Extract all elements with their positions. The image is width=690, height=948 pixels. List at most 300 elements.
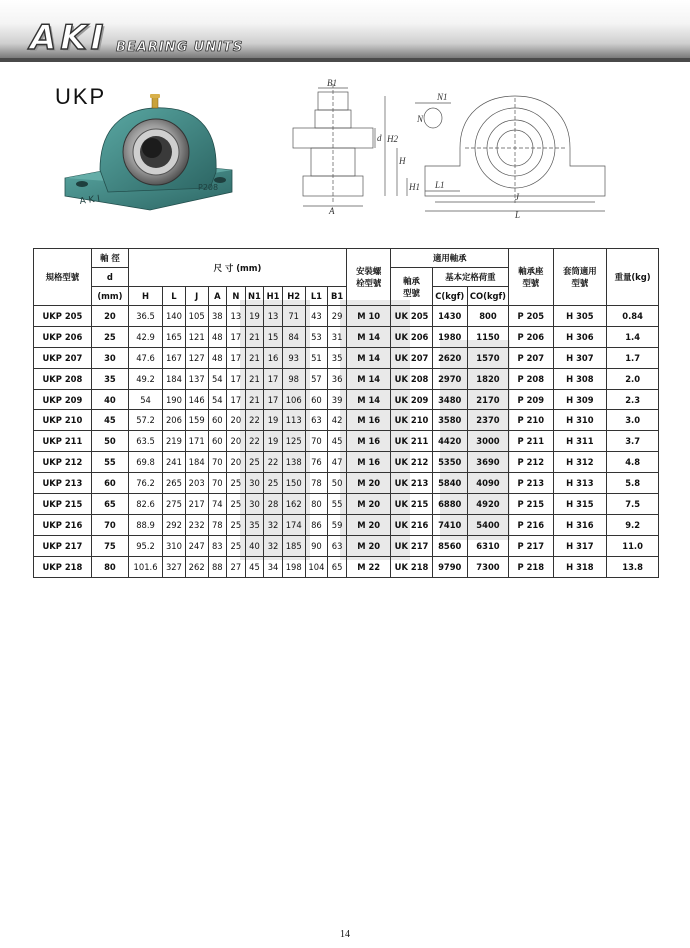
cell-h2: 174 xyxy=(282,514,305,535)
cell-load-c: 8560 xyxy=(432,535,467,556)
col-dims: 尺 寸 (mm) xyxy=(129,249,347,287)
cell-n: 17 xyxy=(227,389,246,410)
cell-h2: 198 xyxy=(282,556,305,577)
cell-bearing-model: UK 205 xyxy=(391,306,432,327)
cell-weight: 1.7 xyxy=(607,347,659,368)
cell-shaft-d: 65 xyxy=(91,494,128,515)
cell-h1: 19 xyxy=(264,431,283,452)
cell-load-co: 5400 xyxy=(467,514,508,535)
cell-n1: 30 xyxy=(245,473,264,494)
cell-h1: 32 xyxy=(264,514,283,535)
col-shaft: 軸 徑 xyxy=(91,249,128,268)
cell-bolt: M 14 xyxy=(346,368,390,389)
cell-weight: 3.7 xyxy=(607,431,659,452)
cell-l: 310 xyxy=(163,535,186,556)
col-housing xyxy=(509,249,553,306)
cell-housing: P 205 xyxy=(509,306,553,327)
label-n: N xyxy=(417,114,424,124)
col-load: 基本定格荷重 xyxy=(432,268,508,287)
cell-j: 171 xyxy=(185,431,208,452)
col-dim-h: H xyxy=(129,287,163,306)
cell-sleeve: H 313 xyxy=(553,473,607,494)
cell-b1: 36 xyxy=(328,368,347,389)
cell-load-co: 4920 xyxy=(467,494,508,515)
cell-h2: 150 xyxy=(282,473,305,494)
cell-j: 159 xyxy=(185,410,208,431)
col-bolt-line1: 安裝螺 xyxy=(356,266,382,276)
cell-n1: 21 xyxy=(245,347,264,368)
cell-n1: 40 xyxy=(245,535,264,556)
cell-shaft-d: 25 xyxy=(91,326,128,347)
table-row xyxy=(34,347,659,368)
cell-bolt: M 16 xyxy=(346,410,390,431)
cell-h1: 17 xyxy=(264,389,283,410)
cell-sleeve: H 315 xyxy=(553,494,607,515)
page-number: 14 xyxy=(340,929,350,940)
col-bearing-model-line2: 型號 xyxy=(403,287,420,298)
cell-housing: P 209 xyxy=(509,389,553,410)
table-row xyxy=(34,306,659,327)
cell-bearing-model: UK 213 xyxy=(391,473,432,494)
cell-h1: 28 xyxy=(264,494,283,515)
col-sleeve-line1: 套筒適用 xyxy=(563,266,597,276)
cell-l: 275 xyxy=(163,494,186,515)
table-row xyxy=(34,556,659,577)
col-weight: 重量(kg) xyxy=(607,249,659,306)
cell-n: 17 xyxy=(227,347,246,368)
cell-sleeve: H 305 xyxy=(553,306,607,327)
col-housing-line2: 型號 xyxy=(522,278,540,288)
cell-load-c: 3480 xyxy=(432,389,467,410)
cell-sleeve: H 306 xyxy=(553,326,607,347)
cell-h: 57.2 xyxy=(129,410,163,431)
cell-bearing-model: UK 210 xyxy=(391,410,432,431)
cell-h2: 93 xyxy=(282,347,305,368)
cell-b1: 47 xyxy=(328,452,347,473)
col-bearing: 適用軸承 xyxy=(391,249,509,268)
cell-l1: 86 xyxy=(305,514,328,535)
cell-h: 82.6 xyxy=(129,494,163,515)
cell-load-co: 4090 xyxy=(467,473,508,494)
col-shaft-unit: (mm) xyxy=(91,287,128,306)
cell-housing: P 213 xyxy=(509,473,553,494)
cell-n1: 25 xyxy=(245,452,264,473)
cell-a: 60 xyxy=(208,431,227,452)
cell-l: 292 xyxy=(163,514,186,535)
cell-load-c: 1980 xyxy=(432,326,467,347)
cell-bolt: M 20 xyxy=(346,514,390,535)
cell-a: 60 xyxy=(208,410,227,431)
cell-load-co: 1820 xyxy=(467,368,508,389)
cell-model: UKP 206 xyxy=(34,326,92,347)
table-row xyxy=(34,389,659,410)
cell-b1: 50 xyxy=(328,473,347,494)
cell-a: 38 xyxy=(208,306,227,327)
cell-shaft-d: 45 xyxy=(91,410,128,431)
cell-b1: 35 xyxy=(328,347,347,368)
col-dim-h2: H2 xyxy=(282,287,305,306)
cell-h: 95.2 xyxy=(129,535,163,556)
cell-load-c: 5350 xyxy=(432,452,467,473)
col-bearing-model xyxy=(391,268,432,306)
cell-l1: 57 xyxy=(305,368,328,389)
col-housing-line1: 軸承座 xyxy=(518,266,544,276)
table-row xyxy=(34,452,659,473)
cell-weight: 1.4 xyxy=(607,326,659,347)
cell-shaft-d: 70 xyxy=(91,514,128,535)
cell-a: 88 xyxy=(208,556,227,577)
cell-h: 47.6 xyxy=(129,347,163,368)
col-sleeve-line2: 型號 xyxy=(571,278,589,288)
cell-model: UKP 205 xyxy=(34,306,92,327)
cell-housing: P 206 xyxy=(509,326,553,347)
cell-l1: 60 xyxy=(305,389,328,410)
cell-l1: 76 xyxy=(305,452,328,473)
cell-n: 27 xyxy=(227,556,246,577)
cell-h: 101.6 xyxy=(129,556,163,577)
cell-l: 140 xyxy=(163,306,186,327)
col-dim-j: J xyxy=(185,287,208,306)
cell-bearing-model: UK 206 xyxy=(391,326,432,347)
cell-n: 17 xyxy=(227,326,246,347)
cell-n: 20 xyxy=(227,431,246,452)
cell-load-c: 1430 xyxy=(432,306,467,327)
cell-model: UKP 215 xyxy=(34,494,92,515)
cell-sleeve: H 318 xyxy=(553,556,607,577)
cell-load-co: 3690 xyxy=(467,452,508,473)
label-j: J xyxy=(515,192,519,202)
cell-a: 48 xyxy=(208,347,227,368)
cell-bearing-model: UK 207 xyxy=(391,347,432,368)
cell-housing: P 211 xyxy=(509,431,553,452)
pillow-block-photo xyxy=(60,92,235,220)
cell-load-co: 3000 xyxy=(467,431,508,452)
cell-sleeve: H 316 xyxy=(553,514,607,535)
brand-subtitle: BEARING UNITS xyxy=(116,40,244,55)
cell-j: 146 xyxy=(185,389,208,410)
cell-h2: 185 xyxy=(282,535,305,556)
cell-h: 69.8 xyxy=(129,452,163,473)
cell-h1: 13 xyxy=(264,306,283,327)
header-row-1 xyxy=(34,249,659,268)
cell-h2: 71 xyxy=(282,306,305,327)
cell-shaft-d: 20 xyxy=(91,306,128,327)
cell-shaft-d: 30 xyxy=(91,347,128,368)
cell-model: UKP 217 xyxy=(34,535,92,556)
cell-load-co: 2370 xyxy=(467,410,508,431)
cell-l: 184 xyxy=(163,368,186,389)
label-h2: H2 xyxy=(387,134,398,144)
cell-h2: 106 xyxy=(282,389,305,410)
brand-logo: AKI xyxy=(30,18,108,58)
cell-h2: 84 xyxy=(282,326,305,347)
cell-j: 105 xyxy=(185,306,208,327)
cell-n1: 35 xyxy=(245,514,264,535)
cell-weight: 9.2 xyxy=(607,514,659,535)
cell-n1: 21 xyxy=(245,368,264,389)
col-sleeve xyxy=(553,249,607,306)
cell-h1: 16 xyxy=(264,347,283,368)
cell-a: 54 xyxy=(208,389,227,410)
cell-sleeve: H 307 xyxy=(553,347,607,368)
cell-load-co: 1570 xyxy=(467,347,508,368)
cell-load-c: 6880 xyxy=(432,494,467,515)
cell-housing: P 216 xyxy=(509,514,553,535)
cell-bearing-model: UK 218 xyxy=(391,556,432,577)
cell-b1: 63 xyxy=(328,535,347,556)
cell-sleeve: H 311 xyxy=(553,431,607,452)
cell-l1: 63 xyxy=(305,410,328,431)
label-a: A xyxy=(329,206,335,216)
label-l: L xyxy=(515,210,521,218)
cell-n: 25 xyxy=(227,494,246,515)
cell-l1: 51 xyxy=(305,347,328,368)
cell-shaft-d: 50 xyxy=(91,431,128,452)
table-row xyxy=(34,535,659,556)
cell-h1: 17 xyxy=(264,368,283,389)
cell-n1: 22 xyxy=(245,431,264,452)
cell-j: 232 xyxy=(185,514,208,535)
cell-h1: 34 xyxy=(264,556,283,577)
cell-a: 78 xyxy=(208,514,227,535)
col-dim-n: N xyxy=(227,287,246,306)
cell-load-c: 2620 xyxy=(432,347,467,368)
col-model: 規格型號 xyxy=(34,249,92,306)
cell-j: 203 xyxy=(185,473,208,494)
cell-n1: 21 xyxy=(245,326,264,347)
cell-b1: 65 xyxy=(328,556,347,577)
cell-model: UKP 216 xyxy=(34,514,92,535)
cell-l1: 43 xyxy=(305,306,328,327)
cell-housing: P 217 xyxy=(509,535,553,556)
cell-n1: 45 xyxy=(245,556,264,577)
cell-bearing-model: UK 211 xyxy=(391,431,432,452)
cell-h: 36.5 xyxy=(129,306,163,327)
cell-l: 327 xyxy=(163,556,186,577)
col-dim-b1: B1 xyxy=(328,287,347,306)
cell-a: 70 xyxy=(208,473,227,494)
cell-sleeve: H 310 xyxy=(553,410,607,431)
cell-n: 17 xyxy=(227,368,246,389)
cell-h2: 162 xyxy=(282,494,305,515)
cell-bolt: M 16 xyxy=(346,431,390,452)
cell-h: 49.2 xyxy=(129,368,163,389)
table-row xyxy=(34,494,659,515)
cell-n: 13 xyxy=(227,306,246,327)
cell-h2: 125 xyxy=(282,431,305,452)
label-b1: B1 xyxy=(327,78,337,88)
label-h: H xyxy=(399,156,406,166)
cell-l1: 70 xyxy=(305,431,328,452)
cell-b1: 31 xyxy=(328,326,347,347)
cell-load-co: 2170 xyxy=(467,389,508,410)
cell-bearing-model: UK 209 xyxy=(391,389,432,410)
cell-h1: 22 xyxy=(264,452,283,473)
cell-b1: 59 xyxy=(328,514,347,535)
cell-n: 25 xyxy=(227,473,246,494)
cell-bearing-model: UK 217 xyxy=(391,535,432,556)
cell-bolt: M 16 xyxy=(346,452,390,473)
col-dim-l1: L1 xyxy=(305,287,328,306)
cell-h: 63.5 xyxy=(129,431,163,452)
cell-l: 167 xyxy=(163,347,186,368)
cell-a: 70 xyxy=(208,452,227,473)
cell-model: UKP 209 xyxy=(34,389,92,410)
svg-text:P208: P208 xyxy=(198,183,219,192)
col-bearing-model-line1: 軸承 xyxy=(403,275,420,286)
cell-n: 20 xyxy=(227,452,246,473)
cell-weight: 3.0 xyxy=(607,410,659,431)
cell-h2: 138 xyxy=(282,452,305,473)
cell-sleeve: H 309 xyxy=(553,389,607,410)
cell-model: UKP 218 xyxy=(34,556,92,577)
label-n1: N1 xyxy=(437,92,448,102)
cell-n: 20 xyxy=(227,410,246,431)
cell-weight: 4.8 xyxy=(607,452,659,473)
cell-weight: 2.0 xyxy=(607,368,659,389)
cell-bolt: M 14 xyxy=(346,389,390,410)
cell-l: 241 xyxy=(163,452,186,473)
cell-h1: 25 xyxy=(264,473,283,494)
cell-bolt: M 14 xyxy=(346,347,390,368)
cell-weight: 2.3 xyxy=(607,389,659,410)
cell-load-co: 7300 xyxy=(467,556,508,577)
table-row xyxy=(34,326,659,347)
table-row xyxy=(34,410,659,431)
cell-model: UKP 212 xyxy=(34,452,92,473)
cell-bearing-model: UK 216 xyxy=(391,514,432,535)
cell-j: 137 xyxy=(185,368,208,389)
svg-text:A K I: A K I xyxy=(79,194,101,207)
cell-load-c: 2970 xyxy=(432,368,467,389)
cell-l: 219 xyxy=(163,431,186,452)
table-row xyxy=(34,431,659,452)
cell-n: 25 xyxy=(227,535,246,556)
cell-l: 265 xyxy=(163,473,186,494)
cell-load-c: 7410 xyxy=(432,514,467,535)
cell-shaft-d: 35 xyxy=(91,368,128,389)
cell-j: 247 xyxy=(185,535,208,556)
cell-load-c: 9790 xyxy=(432,556,467,577)
cell-housing: P 210 xyxy=(509,410,553,431)
cell-bolt: M 20 xyxy=(346,494,390,515)
cell-load-co: 1150 xyxy=(467,326,508,347)
cell-b1: 55 xyxy=(328,494,347,515)
cell-l: 190 xyxy=(163,389,186,410)
cell-load-co: 800 xyxy=(467,306,508,327)
col-bolt xyxy=(346,249,390,306)
col-load-co: CO(kgf) xyxy=(467,287,508,306)
cell-n1: 22 xyxy=(245,410,264,431)
cell-housing: P 208 xyxy=(509,368,553,389)
table-row xyxy=(34,368,659,389)
cell-shaft-d: 55 xyxy=(91,452,128,473)
cell-h1: 32 xyxy=(264,535,283,556)
cell-load-co: 6310 xyxy=(467,535,508,556)
cell-a: 54 xyxy=(208,368,227,389)
col-bolt-line2: 栓型號 xyxy=(356,278,382,288)
col-load-c: C(kgf) xyxy=(432,287,467,306)
cell-l: 165 xyxy=(163,326,186,347)
label-d: d xyxy=(377,133,382,143)
cell-load-c: 3580 xyxy=(432,410,467,431)
cell-shaft-d: 80 xyxy=(91,556,128,577)
cell-h: 42.9 xyxy=(129,326,163,347)
cell-housing: P 218 xyxy=(509,556,553,577)
cell-model: UKP 207 xyxy=(34,347,92,368)
cell-l1: 53 xyxy=(305,326,328,347)
table-row xyxy=(34,514,659,535)
cell-bearing-model: UK 215 xyxy=(391,494,432,515)
col-dim-n1: N1 xyxy=(245,287,264,306)
col-dim-a: A xyxy=(208,287,227,306)
cell-n1: 30 xyxy=(245,494,264,515)
cell-bolt: M 22 xyxy=(346,556,390,577)
cell-housing: P 215 xyxy=(509,494,553,515)
table-row xyxy=(34,473,659,494)
cell-b1: 42 xyxy=(328,410,347,431)
cell-l1: 80 xyxy=(305,494,328,515)
cell-l1: 104 xyxy=(305,556,328,577)
cell-j: 217 xyxy=(185,494,208,515)
cell-weight: 0.84 xyxy=(607,306,659,327)
cell-model: UKP 213 xyxy=(34,473,92,494)
col-dim-h1: H1 xyxy=(264,287,283,306)
cell-h2: 113 xyxy=(282,410,305,431)
cell-n: 25 xyxy=(227,514,246,535)
cell-model: UKP 208 xyxy=(34,368,92,389)
cell-j: 262 xyxy=(185,556,208,577)
cell-shaft-d: 40 xyxy=(91,389,128,410)
cell-l: 206 xyxy=(163,410,186,431)
cell-shaft-d: 60 xyxy=(91,473,128,494)
col-dim-l: L xyxy=(163,287,186,306)
cell-bearing-model: UK 208 xyxy=(391,368,432,389)
cell-model: UKP 211 xyxy=(34,431,92,452)
cell-weight: 7.5 xyxy=(607,494,659,515)
header-rule xyxy=(0,58,690,62)
cell-housing: P 212 xyxy=(509,452,553,473)
cell-bolt: M 20 xyxy=(346,473,390,494)
cell-sleeve: H 317 xyxy=(553,535,607,556)
col-shaft-d: d xyxy=(91,268,128,287)
cell-weight: 13.8 xyxy=(607,556,659,577)
cell-b1: 45 xyxy=(328,431,347,452)
cell-j: 121 xyxy=(185,326,208,347)
label-l1: L1 xyxy=(435,180,445,190)
cell-load-c: 5840 xyxy=(432,473,467,494)
cell-j: 127 xyxy=(185,347,208,368)
cell-shaft-d: 75 xyxy=(91,535,128,556)
cell-bolt: M 20 xyxy=(346,535,390,556)
cell-l1: 90 xyxy=(305,535,328,556)
cell-b1: 39 xyxy=(328,389,347,410)
cell-h: 54 xyxy=(129,389,163,410)
cell-sleeve: H 312 xyxy=(553,452,607,473)
cell-j: 184 xyxy=(185,452,208,473)
cell-a: 48 xyxy=(208,326,227,347)
dimension-drawing xyxy=(285,78,685,218)
cell-bearing-model: UK 212 xyxy=(391,452,432,473)
cell-weight: 11.0 xyxy=(607,535,659,556)
model-title: UKP xyxy=(55,84,107,109)
cell-bolt: M 14 xyxy=(346,326,390,347)
cell-n1: 19 xyxy=(245,306,264,327)
spec-table xyxy=(33,248,659,578)
cell-housing: P 207 xyxy=(509,347,553,368)
cell-l1: 78 xyxy=(305,473,328,494)
cell-h: 88.9 xyxy=(129,514,163,535)
